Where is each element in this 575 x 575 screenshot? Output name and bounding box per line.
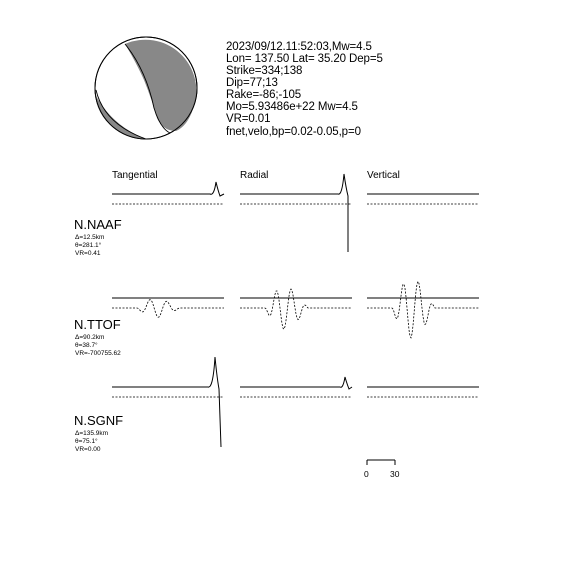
station-name: N.SGNF <box>74 413 124 428</box>
station-vr: VR=-700755.62 <box>75 350 121 357</box>
dip-values: Dip=77;13 <box>226 77 278 89</box>
scale-start-label: 0 <box>364 469 369 479</box>
station-distance: Δ=90.2km <box>75 334 105 341</box>
observed-waveform <box>112 182 224 196</box>
synthetic-waveform <box>112 300 224 318</box>
station-name: N.NAAF <box>74 217 122 232</box>
station-azimuth: θ=38.7° <box>75 342 98 349</box>
strike-values: Strike=334;138 <box>226 65 303 77</box>
time-scale-bar <box>367 460 395 465</box>
station-distance: Δ=12.5km <box>75 234 105 241</box>
observed-waveform <box>240 174 348 252</box>
event-datetime: 2023/09/12.11:52:03,Mw=4.5 <box>226 41 372 53</box>
column-radial: Radial <box>240 170 269 181</box>
station-name: N.TTOF <box>74 317 121 332</box>
station-vr: VR=0.41 <box>75 250 101 257</box>
observed-waveform <box>240 377 352 389</box>
synthetic-waveform <box>240 289 352 329</box>
station-vr: VR=0.00 <box>75 446 101 453</box>
synthetic-waveform <box>367 281 479 337</box>
processing-params: fnet,velo,bp=0.02-0.05,p=0 <box>226 126 361 138</box>
moment-values: Mo=5.93486e+22 Mw=4.5 <box>226 101 358 113</box>
rake-values: Rake=-86;-105 <box>226 89 302 101</box>
observed-waveform <box>112 357 221 447</box>
station-azimuth: θ=281.1° <box>75 242 102 249</box>
scale-end-label: 30 <box>390 469 400 479</box>
column-vertical: Vertical <box>367 170 400 181</box>
beachball <box>95 37 197 139</box>
waveform-traces <box>112 174 479 447</box>
column-tangential: Tangential <box>112 170 158 181</box>
variance-reduction: VR=0.01 <box>226 113 271 125</box>
station-distance: Δ=135.9km <box>75 430 109 437</box>
event-location: Lon= 137.50 Lat= 35.20 Dep=5 <box>226 53 383 65</box>
station-azimuth: θ=75.1° <box>75 438 98 445</box>
